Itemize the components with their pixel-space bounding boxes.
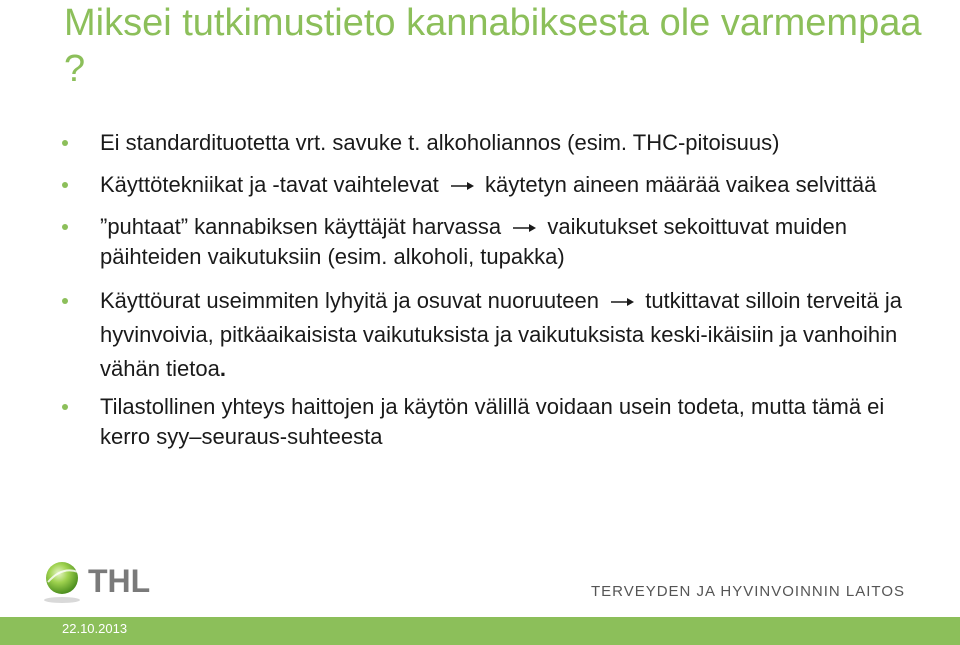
- bullet-item: [62, 212, 922, 272]
- footer-date: 22.10.2013: [62, 621, 128, 636]
- bullet-dot-icon: [62, 298, 68, 304]
- bullet-text-cause: ”puhtaat” kannabiksen käyttäjät harvassa: [100, 214, 502, 239]
- bullet-text: Ei standardituotetta vrt. savuke t. alkoholiannos (esim. THC-pitoisuus): [100, 130, 780, 155]
- bullet-list: [62, 128, 922, 464]
- bullet-item: [62, 170, 922, 200]
- footer-bar: [0, 617, 960, 645]
- organization-name: TERVEYDEN JA HYVINVOINNIN LAITOS: [590, 583, 905, 600]
- bullet-item: [62, 284, 922, 386]
- bullet-dot-icon: [62, 140, 68, 146]
- logo-shadow: [44, 597, 80, 603]
- bullet-dot-icon: [62, 182, 68, 188]
- right-arrow-icon: [609, 296, 635, 308]
- bullet-text-cause: Käyttöurat useimmiten lyhyitä ja osuvat nuoruuteen: [100, 288, 599, 313]
- bullet-item: [62, 392, 922, 452]
- right-arrow-icon: [449, 180, 475, 192]
- bullet-text: Tilastollinen yhteys haittojen ja käytön välillä voidaan usein todeta, mutta tämä ei kerro syy–seuraus-suhteesta: [100, 394, 885, 449]
- slide-title: Miksei tutkimustieto kannabiksesta ole varmempaa ?: [64, 2, 922, 90]
- bullet-item: [62, 128, 922, 158]
- bullet-text-effect: vaikutukset sekoittuvat muiden päihteiden vaikutuksiin (esim. alkoholi, tupakka): [100, 214, 847, 269]
- bullet-text-effect: tutkittavat silloin terveitä ja hyvinvoivia, pitkäaikaisista vaikutuksista ja vaikutuksista keski-ikäisiin ja vanhoihin vähän tietoa: [100, 288, 902, 381]
- logo-text: THL: [88, 563, 151, 599]
- thl-logo: [38, 556, 168, 606]
- bullet-dot-icon: [62, 224, 68, 230]
- right-arrow-icon: [511, 222, 537, 234]
- bullet-text-cause: Käyttötekniikat ja -tavat vaihtelevat: [100, 172, 439, 197]
- bullet-end-mark: .: [219, 356, 226, 381]
- bullet-dot-icon: [62, 404, 68, 410]
- bullet-text-effect: käytetyn aineen määrää vaikea selvittää: [484, 172, 877, 197]
